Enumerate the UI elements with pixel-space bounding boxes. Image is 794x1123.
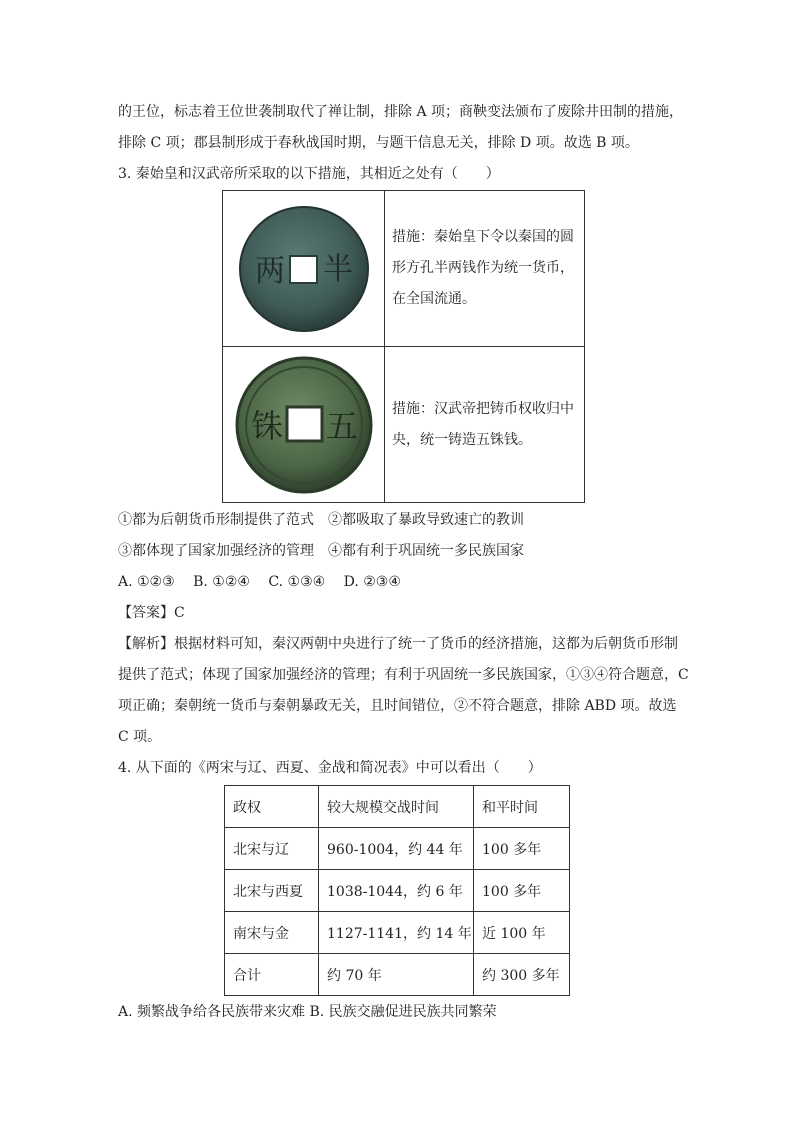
table-row bbox=[223, 191, 585, 347]
intro-line-2: 排除 C 项；郡县制形成于春秋战国时期，与题干信息无关，排除 D 项。故选 B 项。 bbox=[118, 135, 639, 151]
table-cell: 北宋与辽 bbox=[225, 828, 319, 870]
measure-han-text: 措施：汉武帝把铸币权收归中央，统一铸造五铢钱。 bbox=[385, 347, 585, 503]
coin-char-left: 半 bbox=[322, 251, 353, 287]
table-row bbox=[225, 954, 570, 996]
table-row bbox=[223, 347, 585, 503]
table-row bbox=[225, 870, 570, 912]
table-cell: 合计 bbox=[225, 954, 319, 996]
banliang-coin-image bbox=[223, 191, 385, 347]
table-header-row bbox=[225, 786, 570, 828]
question-3-statements-1: ①都为后朝货币形制提供了范式 ②都吸取了暴政导致速亡的教训 bbox=[118, 512, 524, 528]
table-cell: 近 100 年 bbox=[474, 912, 570, 954]
banliang-coin-icon bbox=[238, 203, 370, 335]
song-wars-table bbox=[224, 785, 570, 996]
measure-qin-text: 措施：秦始皇下令以秦国的圆形方孔半两钱作为统一货币，在全国流通。 bbox=[385, 191, 585, 347]
table-cell: 北宋与西夏 bbox=[225, 870, 319, 912]
coin-char-right: 两 bbox=[254, 253, 285, 289]
coin-char-right: 五 bbox=[325, 406, 358, 445]
intro-line-1: 的王位，标志着王位世袭制取代了禅让制，排除 A 项；商鞅变法颁布了废除井田制的措施， bbox=[118, 104, 684, 120]
table-row bbox=[225, 912, 570, 954]
question-3-statements-2: ③都体现了国家加强经济的管理 ④都有利于巩固统一多民族国家 bbox=[118, 543, 524, 559]
question-3-answer: 【答案】C bbox=[118, 605, 185, 621]
table-cell: 较大规模交战时间 bbox=[319, 786, 474, 828]
table-cell: 960-1004，约 44 年 bbox=[319, 828, 474, 870]
wuzhu-coin-image bbox=[223, 347, 385, 503]
coin-char-left: 铢 bbox=[250, 406, 283, 445]
question-3-measures-table bbox=[222, 190, 585, 503]
question-4-options: A. 频繁战争给各民族带来灾难 B. 民族交融促进民族共同繁荣 bbox=[118, 1004, 497, 1020]
table-cell: 1038-1044，约 6 年 bbox=[319, 870, 474, 912]
table-cell: 100 多年 bbox=[474, 828, 570, 870]
table-cell: 1127-1141，约 14 年 bbox=[319, 912, 474, 954]
question-3-analysis-2: 提供了范式；体现了国家加强经济的管理；有利于巩固统一多民族国家，①③④符合题意，C bbox=[118, 667, 689, 683]
question-3-analysis-4: C 项。 bbox=[118, 729, 162, 745]
question-3-options: A. ①②③ B. ①②④ C. ①③④ D. ②③④ bbox=[118, 574, 401, 590]
question-4-stem: 4. 从下面的《两宋与辽、西夏、金战和简况表》中可以看出（ ） bbox=[118, 760, 542, 776]
question-3-analysis-3: 项正确；秦朝统一货币与秦朝暴政无关，且时间错位，②不符合题意，排除 ABD 项。故选 bbox=[118, 698, 677, 714]
question-3-stem: 3. 秦始皇和汉武帝所采取的以下措施，其相近之处有（ ） bbox=[118, 166, 500, 182]
table-row bbox=[225, 828, 570, 870]
table-cell: 政权 bbox=[225, 786, 319, 828]
table-cell: 100 多年 bbox=[474, 870, 570, 912]
question-3-analysis-1: 【解析】根据材料可知，秦汉两朝中央进行了统一了货币的经济措施，这都为后朝货币形制 bbox=[118, 636, 678, 652]
table-cell: 和平时间 bbox=[474, 786, 570, 828]
table-cell: 南宋与金 bbox=[225, 912, 319, 954]
wuzhu-coin-icon bbox=[234, 355, 374, 495]
table-cell: 约 300 多年 bbox=[474, 954, 570, 996]
table-cell: 约 70 年 bbox=[319, 954, 474, 996]
